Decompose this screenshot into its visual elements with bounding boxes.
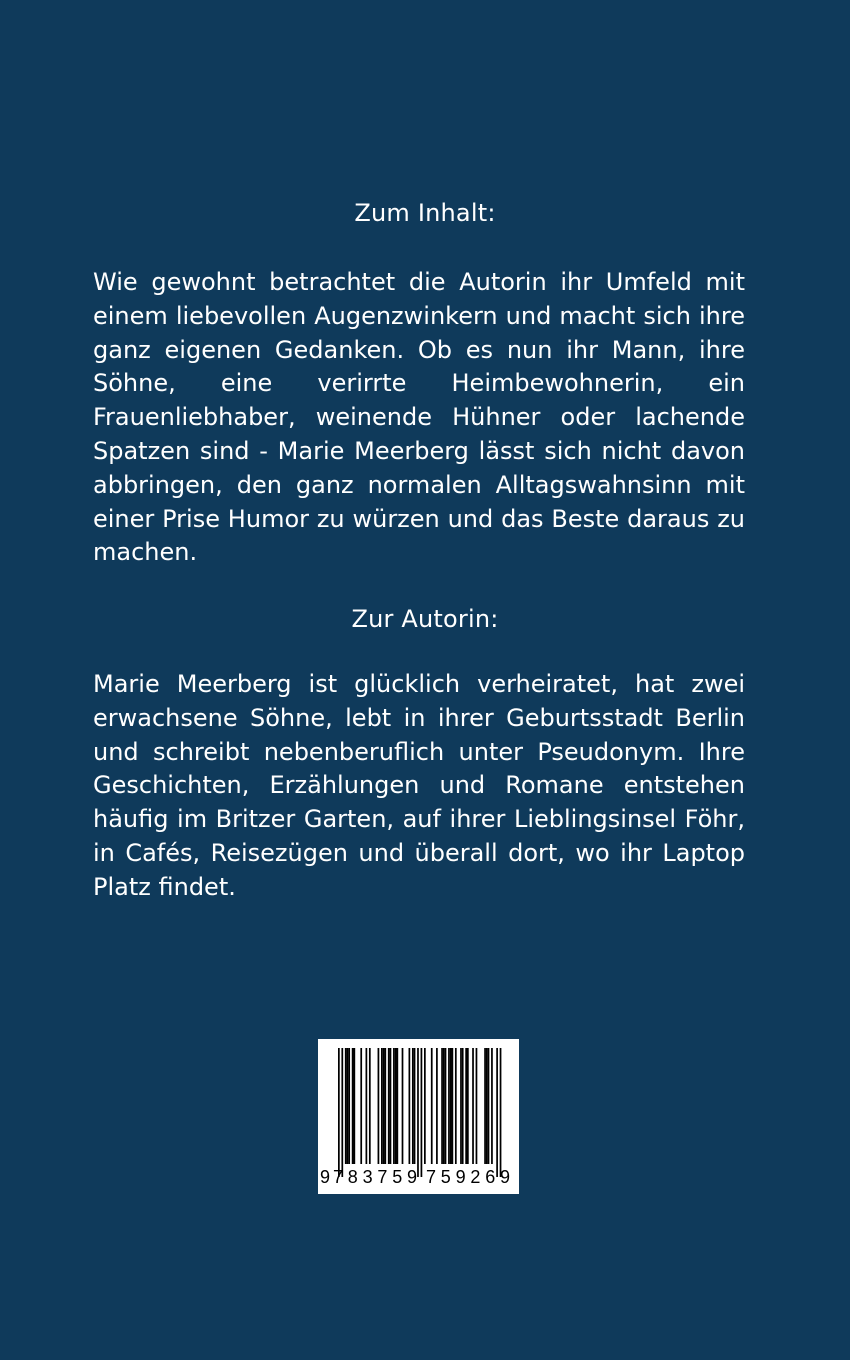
barcode-bar bbox=[476, 1048, 478, 1164]
barcode-bar bbox=[450, 1048, 452, 1164]
barcode-bar bbox=[484, 1048, 486, 1164]
barcode-bar bbox=[360, 1048, 362, 1164]
barcode-bar bbox=[414, 1048, 416, 1164]
barcode-bar bbox=[390, 1048, 392, 1164]
barcode-bar bbox=[436, 1048, 438, 1164]
barcode-bar bbox=[384, 1048, 386, 1164]
author-bio-paragraph: Marie Meerberg ist glücklich verheiratet, hat zwei erwachsene Söhne, lebt in ihrer Geburtsstadt Berlin und schreibt nebenberuflich unter Pseudonym. Ihre Geschichten, Erzählungen und Romane entstehen häufig im Britzer Garten, auf ihrer Lieblingsinsel Föhr, in Cafés, Reisezügen und überall dort, wo ihr Laptop Platz findet. bbox=[93, 670, 745, 901]
barcode-bar bbox=[441, 1048, 443, 1164]
barcode-bar bbox=[383, 1048, 385, 1164]
barcode-bar bbox=[347, 1048, 349, 1164]
barcode-bar bbox=[448, 1048, 450, 1164]
section-heading-inhalt: Zum Inhalt: bbox=[354, 199, 496, 227]
synopsis-paragraph: Wie gewohnt betrachtet die Autorin ihr Umfeld mit einem liebevollen Augenzwinkern und macht sich ihre ganz eigenen Gedanken. Ob es nun ihr Mann, ihre Söhne, eine verirrte Heimbewohnerin, ein Frauenliebhaber, weinende Hühner oder lachende Spatzen sind - Marie Meerberg lässt sich nicht davon abbringen, den ganz normalen Alltagswahnsinn mit einer Prise Humor zu würzen und das Beste daraus zu machen. bbox=[93, 268, 745, 567]
barcode-bar bbox=[488, 1048, 490, 1164]
barcode-bar bbox=[396, 1048, 398, 1164]
barcode-bar bbox=[412, 1048, 414, 1164]
barcode-bar bbox=[348, 1048, 350, 1164]
barcode-guard-bar bbox=[500, 1048, 502, 1177]
barcode-bar bbox=[472, 1048, 474, 1164]
barcode-bar bbox=[445, 1048, 447, 1164]
section-heading-autorin: Zur Autorin: bbox=[351, 605, 499, 633]
barcode-bar bbox=[378, 1048, 380, 1164]
barcode-bar bbox=[431, 1048, 433, 1164]
barcode-bar bbox=[460, 1048, 462, 1164]
barcode-guard-bar bbox=[338, 1048, 340, 1177]
barcode-guard-bar bbox=[496, 1048, 498, 1177]
barcode-bar bbox=[452, 1048, 454, 1164]
barcode-guard-bar bbox=[417, 1048, 419, 1177]
barcode-guard-bar bbox=[421, 1048, 423, 1177]
barcode-bar bbox=[369, 1048, 371, 1164]
barcode-bar bbox=[388, 1048, 390, 1164]
barcode-left-group: 783759 bbox=[333, 1167, 417, 1187]
barcode-bar bbox=[393, 1048, 395, 1164]
barcode-right-group: 759269 bbox=[426, 1167, 510, 1187]
barcode-bar bbox=[402, 1048, 404, 1164]
barcode-guard-bar bbox=[341, 1048, 343, 1177]
isbn-barcode bbox=[318, 1039, 519, 1194]
barcode-bar bbox=[465, 1048, 467, 1164]
barcode-digits bbox=[318, 1163, 519, 1189]
barcode-bar bbox=[424, 1048, 426, 1164]
barcode-bar bbox=[443, 1048, 445, 1164]
barcode-bar bbox=[462, 1048, 464, 1164]
barcode-bar bbox=[455, 1048, 457, 1164]
barcode-bar bbox=[486, 1048, 488, 1164]
barcode-bar bbox=[409, 1048, 411, 1164]
barcode-bar bbox=[395, 1048, 397, 1164]
barcode-bar bbox=[381, 1048, 383, 1164]
barcode-bar bbox=[366, 1048, 368, 1164]
barcode-bar bbox=[491, 1048, 493, 1164]
barcode-bar bbox=[352, 1048, 354, 1164]
barcode-bar bbox=[467, 1048, 469, 1164]
barcode-bar bbox=[353, 1048, 355, 1164]
barcode-bar bbox=[345, 1048, 347, 1164]
barcode-first-digit: 9 bbox=[319, 1167, 331, 1187]
